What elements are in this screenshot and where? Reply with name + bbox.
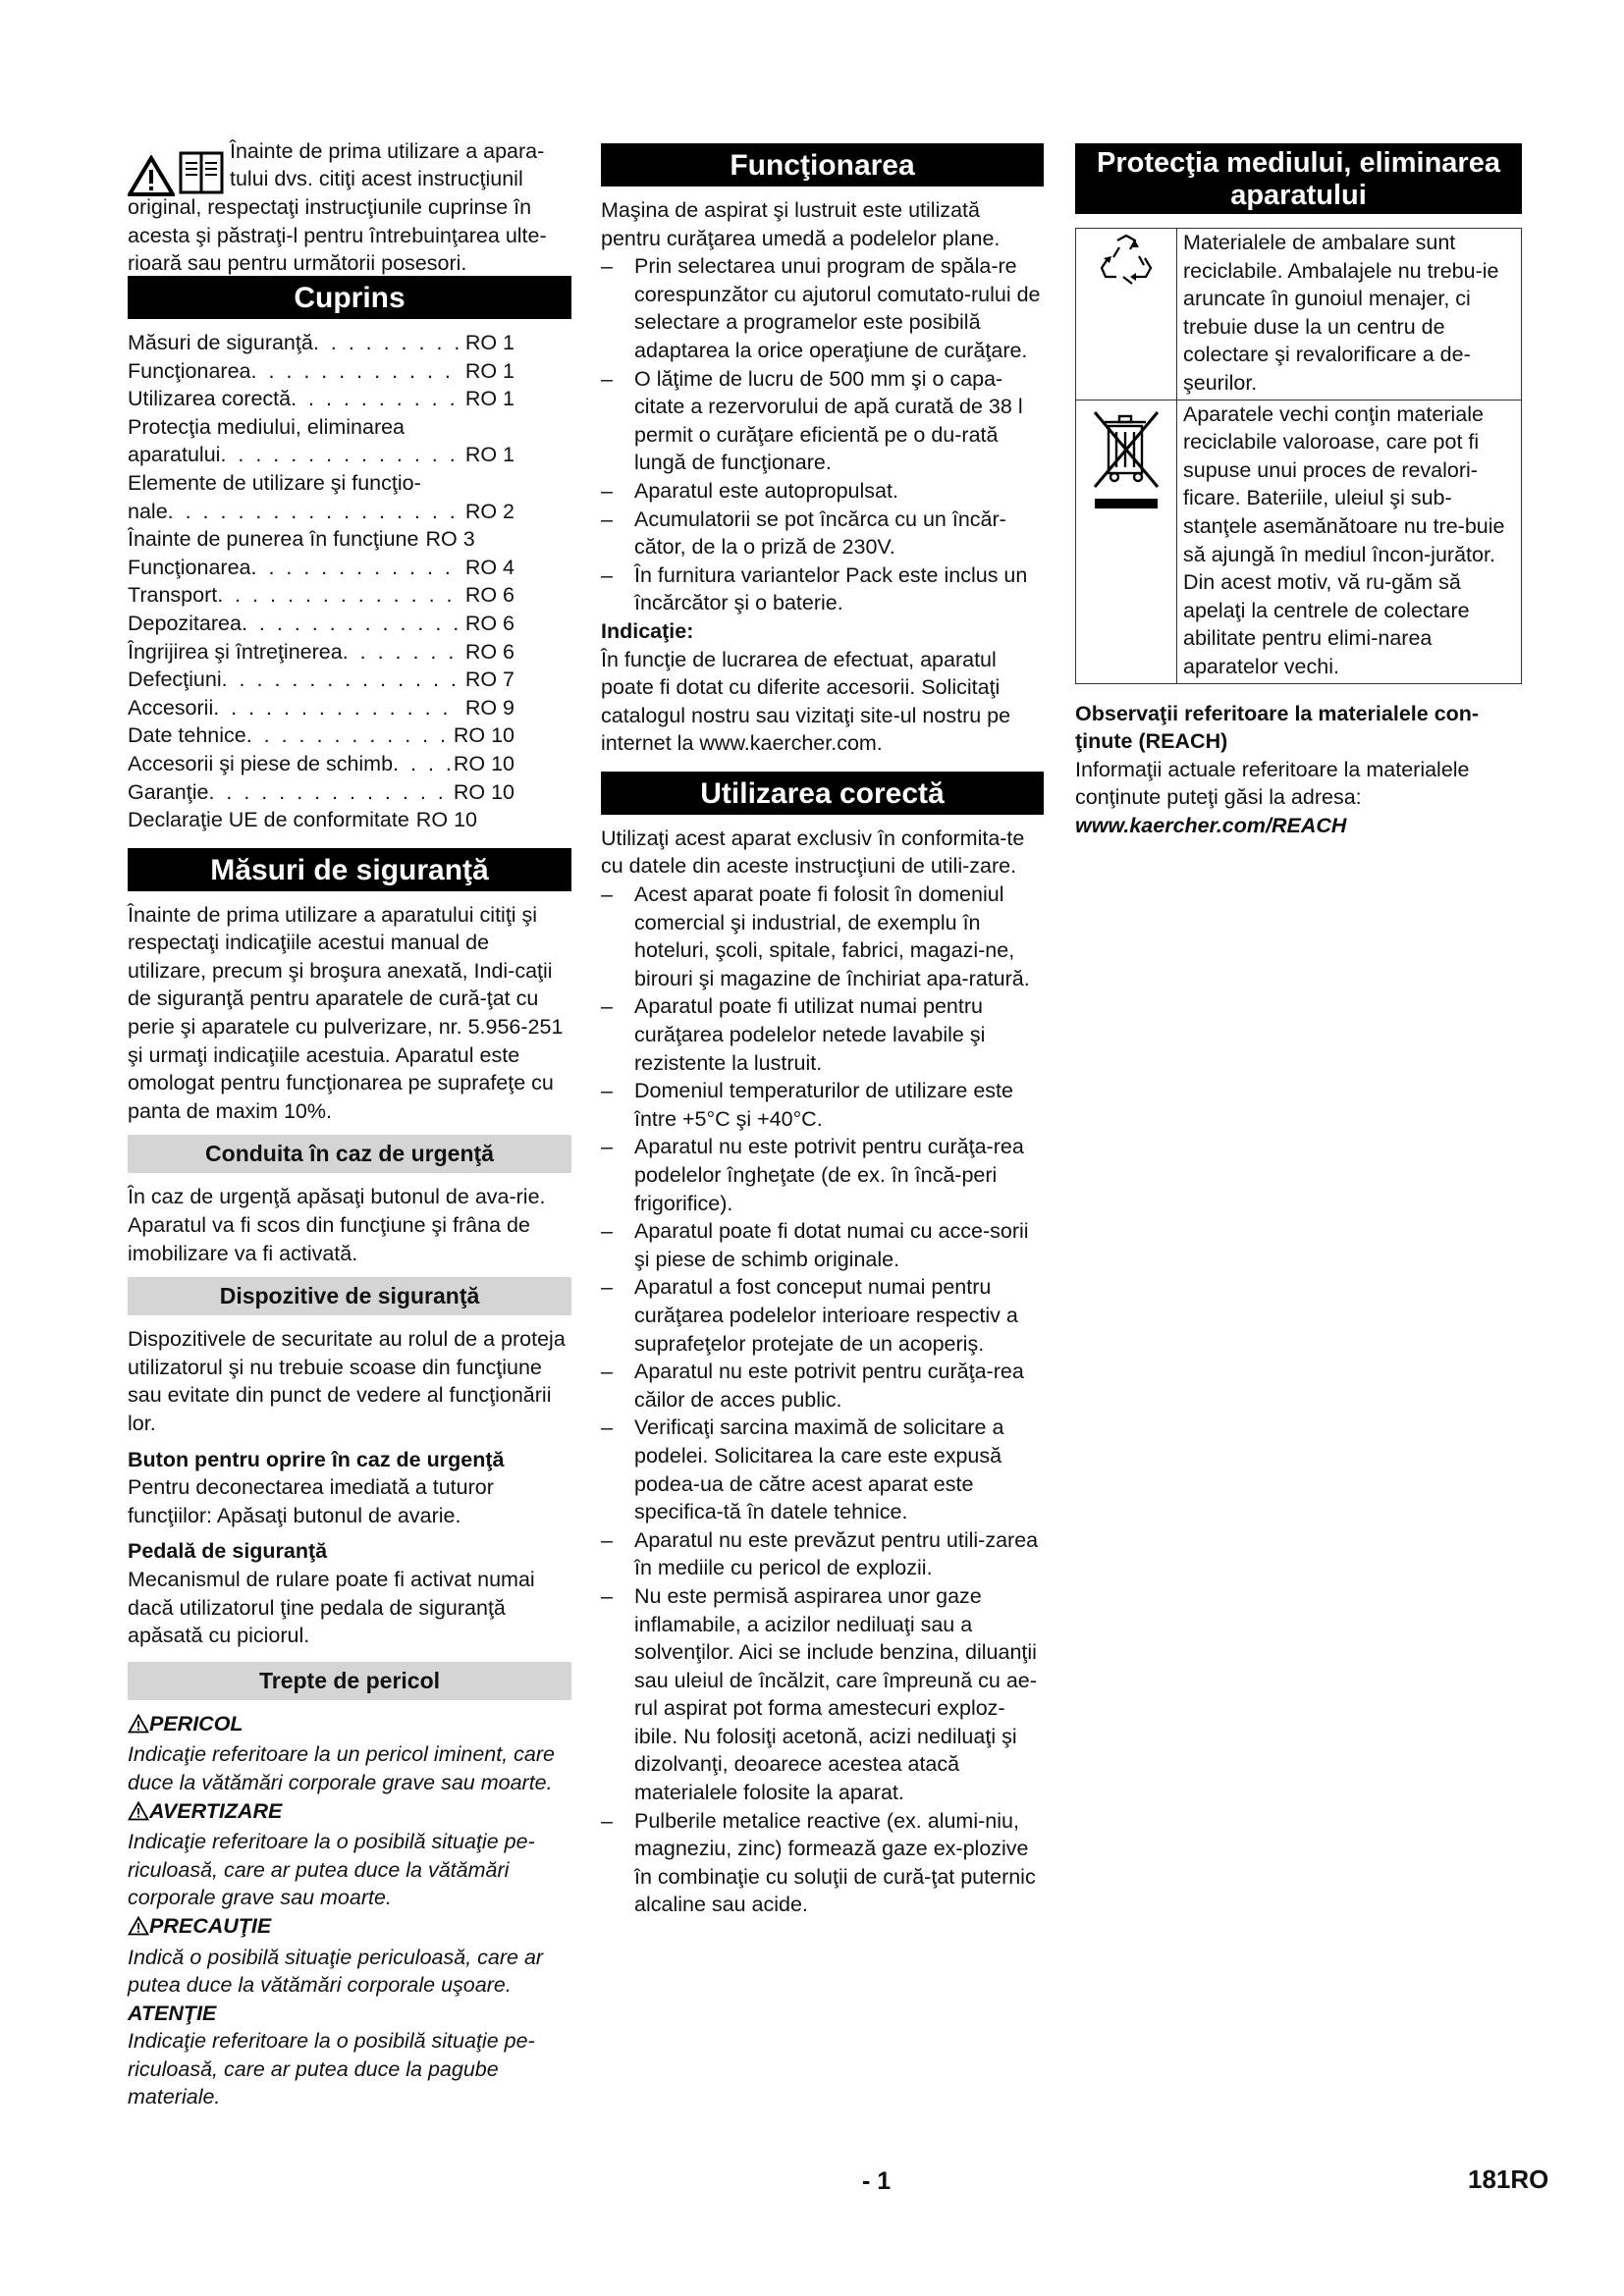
list-item: – Aparatul nu este prevăzut pentru utili-zarea în mediile cu pericol de explozii. [601, 1526, 1044, 1582]
toc-entry-title: Accesorii şi piese de schimb [128, 751, 394, 775]
toc-entry-title-line: Elemente de utilizare şi funcţio- [128, 470, 421, 495]
reach-link[interactable]: www.kaercher.com/REACH [1075, 813, 1347, 837]
list-item: – Domeniul temperaturilor de utilizare este între +5°C şi +40°C. [601, 1077, 1044, 1133]
table-cell: Aparatele vechi conţin materiale reciclabile valoroase, care pot fi supuse unui proces de revalori-ficare. Bateriile, uleiul şi sub-stanţele asemănătoare nu tre-buie să ajungă în mediul încon-jurător. Din acest motiv, vă ru-găm să apelaţi la centrele de colectare abilitate pentru elimi-narea aparatelor vechi. [1177, 400, 1522, 683]
crossed-bin-icon [1087, 504, 1165, 527]
intro-line-1: Înainte de prima utilizare a apara- [230, 139, 545, 163]
toc-entry-page: RO 7 [464, 667, 514, 692]
reach-text: Informaţii actuale referitoare la materialele conţinute puteţi găsi la adresa: [1075, 757, 1470, 810]
toc-entry-title-line: Protecţia mediului, eliminarea [128, 414, 406, 439]
toc-entry-page: RO 1 [464, 358, 514, 383]
danger-level-label: PERICOL [149, 1711, 244, 1735]
environment-heading-line-1: Protecţia mediului, eliminarea [1097, 147, 1500, 179]
toc-entry-page: RO 4 [464, 555, 514, 579]
toc-entry-title: Funcţionarea [128, 555, 251, 579]
page-code: 181RO [1468, 2164, 1549, 2194]
note-text: În funcţie de lucrarea de efectuat, aparatul poate fi dotat cu diferite accesorii. Solicitaţi catalogul nostru sau vizitaţi site-ul nostru pe internet la www.kaercher.com. [601, 647, 1011, 756]
toc-entry-page: RO 1 [464, 387, 514, 411]
toc-entry-title: Declaraţie UE de conformitate [128, 808, 409, 832]
toc-entry-title: Garanţie [128, 779, 209, 804]
environment-heading-line-2: aparatului [1230, 180, 1367, 211]
column-2 [601, 143, 1044, 1919]
intro-line-2: tului dvs. citiţi acest instrucţiunil [230, 167, 523, 190]
danger-level-label: PRECAUŢIE [149, 1913, 272, 1938]
toc-entry-title: Defecţiuni [128, 667, 222, 692]
toc-entry-title: aparatului [128, 443, 221, 467]
danger-level [128, 1710, 571, 1797]
danger-level-text: Indicaţie referitoare la un pericol iminent, care duce la vătămări corporale grave sau moarte. [128, 1742, 555, 1794]
recycle-icon [1096, 271, 1157, 294]
intended-use-intro: Utilizaţi acest aparat exclusiv în conformita-te cu datele din aceste instrucţiuni de utili-zare. [601, 826, 1025, 879]
toc-entry[interactable] [128, 441, 571, 469]
danger-level-label: ATENŢIE [128, 2001, 217, 2025]
toc-entry[interactable] [128, 750, 571, 778]
emergency-heading: Conduita în caz de urgenţă [128, 1135, 571, 1173]
list-item: – Pulberile metalice reactive (ex. alumi-niu, magneziu, zinc) formează gaze ex-plozive în combinaţie cu soluţii de cură-ţat puternic alcaline sau acide. [601, 1807, 1044, 1919]
danger-level-text: Indicaţie referitoare la o posibilă situaţie pe-riculoasă, care ar putea duce la pagube materiale. [128, 2029, 535, 2109]
danger-level [128, 1797, 571, 1912]
toc-entry[interactable] [128, 721, 571, 750]
column-3 [1075, 143, 1522, 839]
list-item: – Verificaţi sarcina maximă de solicitare a podelei. Solicitarea la care este expusă podea-ua de către acest aparat este specifica-tă în datele tehnice. [601, 1414, 1044, 1525]
function-heading: Funcţionarea [601, 143, 1044, 187]
column-1 [128, 137, 571, 2111]
intro-rest: original, respectaţi instrucţiunile cuprinse în acesta şi păstraţi-l pentru întrebuinţarea ulte-rioară sau pentru următorii posesori. [128, 195, 547, 276]
pedal-heading: Pedală de siguranţă [128, 1539, 328, 1564]
note-heading: Indicaţie: [601, 618, 694, 643]
toc-entry-page: RO 6 [464, 583, 514, 608]
list-item: – Aparatul este autopropulsat. [601, 477, 1044, 506]
warning-icon [128, 1800, 149, 1829]
danger-levels-heading: Trepte de pericol [128, 1662, 571, 1700]
toc-entry[interactable] [128, 666, 571, 694]
list-item: – Prin selectarea unui program de spăla-re corespunzător cu ajutorul comutato-rului de selectare a programelor este posibilă adaptarea la orice operaţiune de curăţare. [601, 252, 1044, 364]
toc-entry-page: RO 1 [464, 443, 514, 467]
table-cell [1076, 400, 1177, 683]
intended-use-list [601, 881, 1044, 1919]
toc-entry[interactable] [128, 638, 571, 667]
toc-entry-page: RO 9 [464, 695, 514, 720]
toc-entry[interactable] [128, 498, 571, 526]
toc-entry[interactable] [128, 525, 571, 554]
toc-entry-page: RO 10 [453, 751, 514, 775]
toc-entry[interactable] [128, 329, 571, 357]
safety-devices-text: Dispozitivele de securitate au rolul de a proteja utilizatorul şi nu trebuie scoase din funcţiune sau evitate din punct de vedere al funcţionării lor. [128, 1327, 566, 1435]
toc-entry-title: Îngrijirea şi întreţinerea [128, 639, 343, 664]
toc-entry[interactable] [128, 385, 571, 413]
toc-entry-page: RO 6 [464, 611, 514, 635]
danger-level [128, 1912, 571, 2000]
list-item: – Aparatul poate fi utilizat numai pentru curăţarea podelelor netede lavabile şi rezistente la lustruit. [601, 992, 1044, 1077]
list-item: – În furnitura variantelor Pack este inclus un încărcător şi o baterie. [601, 561, 1044, 617]
toc-entry[interactable] [128, 694, 571, 722]
pedal-text: Mecanismul de rulare poate fi activat numai dacă utilizatorul ţine pedala de siguranţă apăsată cu piciorul. [128, 1567, 535, 1648]
toc-entry-title: Înainte de punerea în funcţiune [128, 527, 419, 552]
toc-entry-title: Funcţionarea [128, 358, 251, 383]
page-number: - 1 [862, 2167, 892, 2195]
toc-entry-page: RO 6 [464, 639, 514, 664]
toc-entry[interactable] [128, 554, 571, 582]
safety-heading: Măsuri de siguranţă [128, 848, 571, 891]
toc-entry-page: RO 1 [464, 331, 514, 354]
environment-heading [1075, 143, 1522, 214]
toc-entry[interactable] [128, 806, 571, 834]
disposal-table [1075, 228, 1522, 684]
table-cell: Materialele de ambalare sunt reciclabile. Ambalajele nu trebu-ie aruncate în gunoiul menajer, ci trebuie duse la un centru de colectare şi revalorificare a de-şeurilor. [1177, 229, 1522, 400]
list-item: – Aparatul nu este potrivit pentru curăţa-rea căilor de acces public. [601, 1358, 1044, 1414]
toc-entry-title: nale [128, 499, 168, 523]
list-item: – Acumulatorii se pot încărca cu un încăr-cător, de la o priză de 230V. [601, 506, 1044, 561]
stop-button-text: Pentru deconectarea imediată a tuturor funcţiilor: Apăsaţi butonul de avarie. [128, 1475, 494, 1527]
list-item: – Aparatul nu este potrivit pentru curăţa-rea podelelor îngheţate (de ex. în încă-peri frigorifice). [601, 1133, 1044, 1217]
toc-entry-title: Transport [128, 583, 218, 608]
intended-use-heading: Utilizarea corectă [601, 772, 1044, 815]
toc-entry[interactable] [128, 357, 571, 386]
warning-icon [128, 1915, 149, 1944]
function-list [601, 252, 1044, 617]
toc-entry-page: RO 10 [453, 779, 514, 804]
toc-entry-title: Accesorii [128, 695, 214, 720]
toc-entry[interactable] [128, 610, 571, 638]
safety-devices-heading: Dispozitive de siguranţă [128, 1277, 571, 1315]
toc-entry-title: Depozitarea [128, 611, 242, 635]
table-cell [1076, 229, 1177, 400]
toc-entry-title: Date tehnice [128, 723, 246, 748]
list-item: – Nu este permisă aspirarea unor gaze inflamabile, a acizilor nediluaţi sau a solvenţilor. Aici se include benzina, diluanţii sau uleiul de încălzit, care împreună cu ae-rul aspirat pot forma amestecuri exploz-ibile. Nu folosiţi acetonă, acizi nediluaţi şi dizolvanţi, deoarece acestea atacă materialele folosite la aparat. [601, 1582, 1044, 1807]
stop-button-heading: Buton pentru oprire în caz de urgenţă [128, 1447, 505, 1471]
table-row [1076, 229, 1522, 400]
list-item: – O lăţime de lucru de 500 mm şi o capa-citate a rezervorului de apă curată de 38 l permit o curăţare eficientă pe o du-rată lungă de funcţionare. [601, 365, 1044, 477]
intro-block [128, 137, 571, 276]
danger-level-text: Indică o posibilă situaţie periculoasă, care ar putea duce la vătămări corporale uşoare. [128, 1945, 544, 1998]
safety-text: Înainte de prima utilizare a aparatului citiţi şi respectaţi indicaţiile acestui manual de utilizare, precum şi broşura anexată, Indi-caţii de siguranţă pentru aparatele de cură-ţat cu perie şi aparatele cu pulverizare, nr. 5.956-251 şi urmaţi indicaţiile acestuia. Aparatul este omologat pentru funcţionarea pe suprafeţe cu panta de maxim 10%. [128, 902, 564, 1123]
function-intro: Maşina de aspirat şi lustruit este utilizată pentru curăţarea umedă a podelelor plane. [601, 198, 1001, 250]
toc-entry-title: Măsuri de siguranţă [128, 331, 313, 354]
toc-entry-page: RO 2 [464, 499, 514, 523]
danger-level-text: Indicaţie referitoare la o posibilă situaţie pe-riculoasă, care ar putea duce la vătămări corporale grave sau moarte. [128, 1830, 535, 1910]
list-item: – Aparatul a fost conceput numai pentru curăţarea podelelor interioare respectiv a suprafeţelor protejate de un acoperiş. [601, 1273, 1044, 1358]
toc-heading: Cuprins [128, 276, 571, 319]
emergency-text: În caz de urgenţă apăsaţi butonul de ava-rie. Aparatul va fi scos din funcţiune şi frâna de imobilizare va fi activată. [128, 1185, 546, 1265]
toc-entry-page: RO 10 [415, 808, 477, 832]
list-item: – Acest aparat poate fi folosit în domeniul comercial şi industrial, de exemplu în hoteluri, şcoli, spitale, fabrici, magazi-ne, birouri şi magazine de închiriat apa-ratură. [601, 881, 1044, 992]
warning-icon [128, 1713, 149, 1741]
reach-heading: Observaţii referitoare la materialele con-ţinute (REACH) [1075, 701, 1480, 754]
table-row [1076, 400, 1522, 683]
toc-entry-page: RO 3 [425, 527, 475, 552]
table-of-contents [128, 329, 571, 834]
danger-level [128, 2000, 571, 2111]
toc-entry[interactable] [128, 581, 571, 610]
toc-entry[interactable] [128, 778, 571, 807]
danger-level-label: AVERTIZARE [149, 1798, 283, 1823]
toc-entry-page: RO 10 [453, 723, 514, 748]
toc-entry-title: Utilizarea corectă [128, 387, 292, 411]
list-item: – Aparatul poate fi dotat numai cu acce-sorii şi piese de schimb originale. [601, 1217, 1044, 1273]
